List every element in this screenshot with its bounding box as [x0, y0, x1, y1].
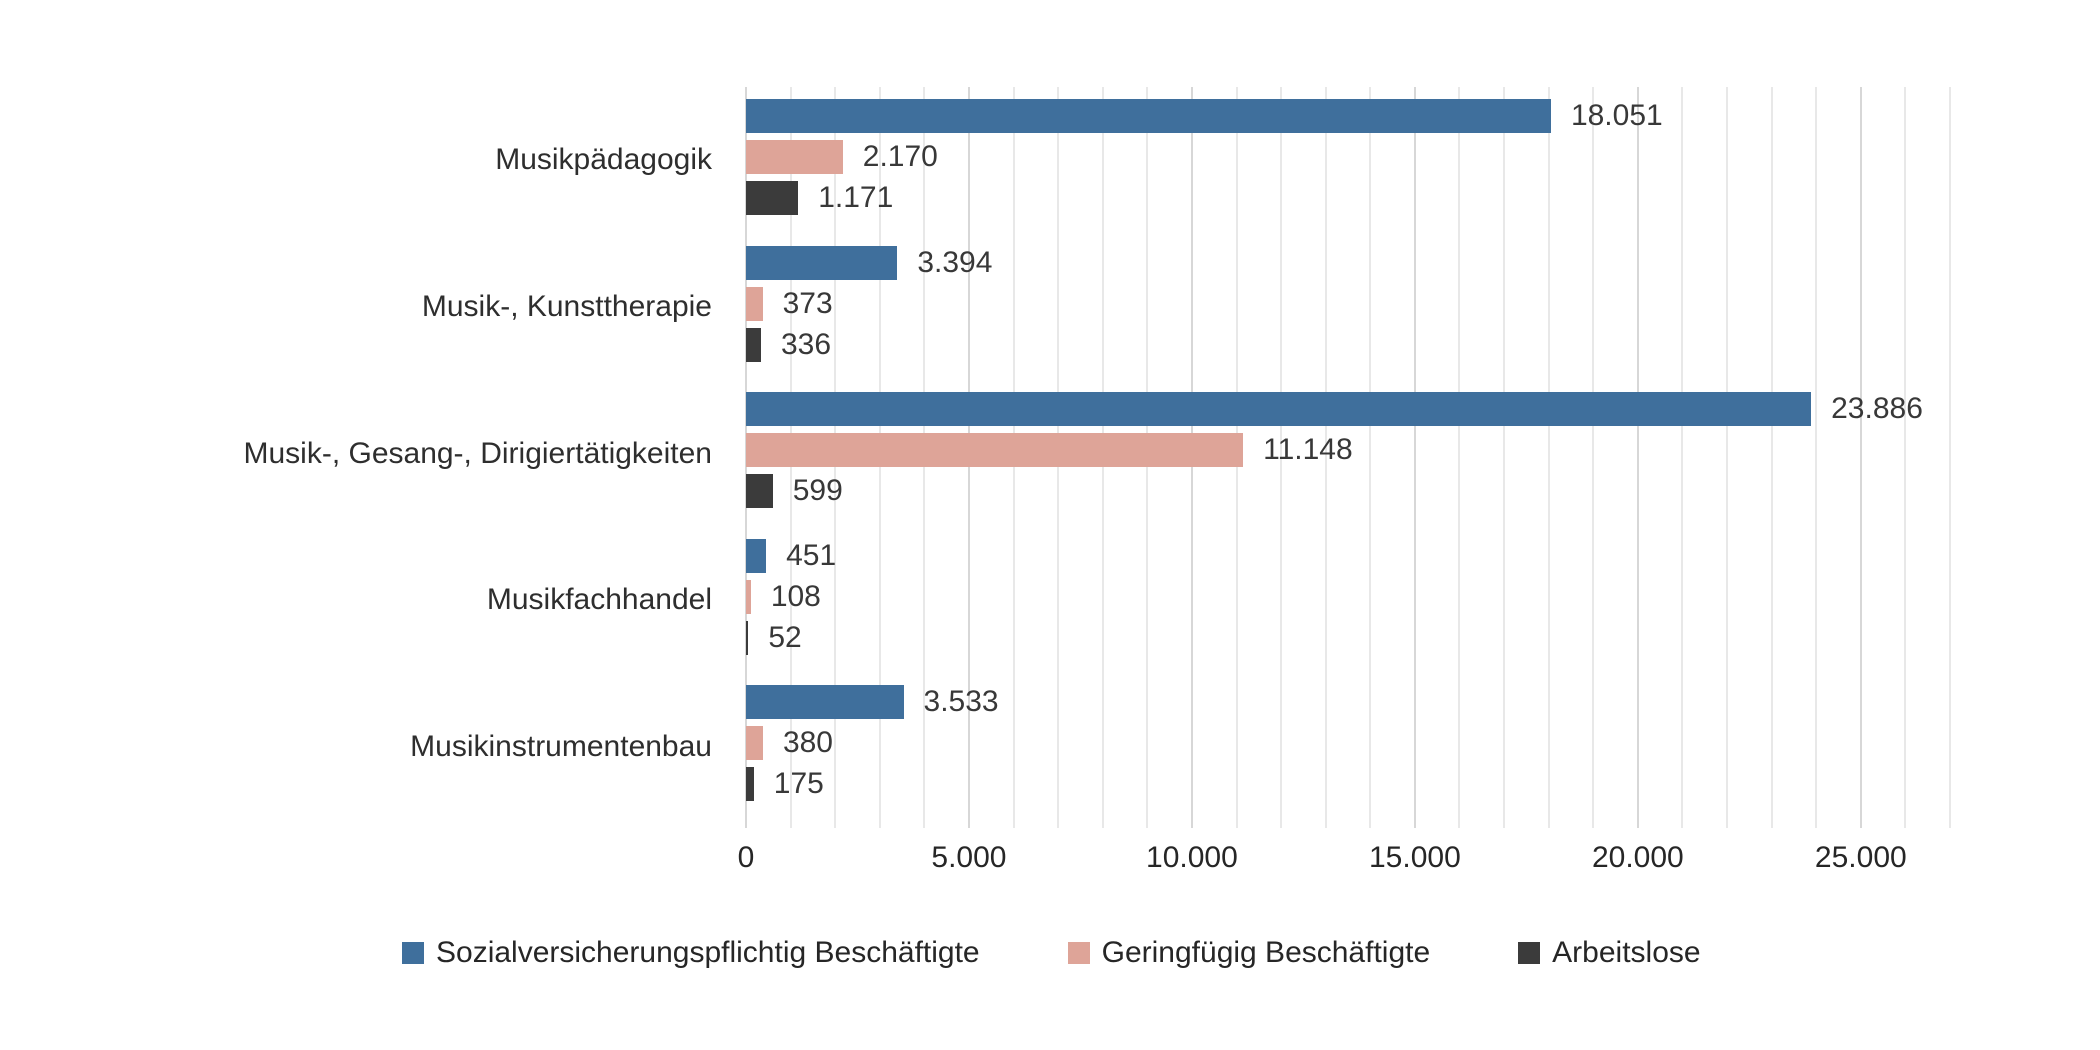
bar-value-label: 599: [792, 474, 843, 508]
legend: [402, 936, 1701, 970]
bar-value-label: 1.171: [818, 181, 894, 214]
bar-value-label: 451: [786, 538, 837, 572]
bar: [746, 99, 1551, 133]
legend-item: [1518, 936, 1700, 970]
bar: [746, 181, 798, 215]
x-axis-tick-label: 20.000: [1591, 841, 1684, 874]
legend-label: Sozialversicherungspflichtig Beschäftigte: [436, 936, 980, 969]
bar-value-label: 380: [782, 726, 833, 760]
bar-value-label: 3.394: [917, 245, 993, 279]
bar-value-label: 18.051: [1570, 99, 1663, 132]
bar-group: [746, 527, 1950, 674]
x-axis-tick-label: 0: [737, 841, 755, 874]
legend-label: Arbeitslose: [1552, 936, 1701, 969]
bar: [746, 580, 751, 614]
bar-value-label: 11.148: [1263, 433, 1353, 467]
legend-label: Geringfügig Beschäftigte: [1101, 936, 1431, 969]
legend-swatch-icon: [402, 942, 424, 964]
bar-group: [746, 380, 1950, 527]
bar-value-label: 108: [770, 579, 821, 613]
bar: [746, 140, 843, 174]
bar-group: [746, 87, 1950, 234]
bar: [746, 433, 1243, 467]
category-label: Musik-, Gesang-, Dirigiertätigkeiten: [243, 436, 712, 470]
x-axis-tick-label: 10.000: [1146, 841, 1238, 874]
bar: [746, 392, 1811, 426]
legend-swatch-icon: [1518, 942, 1540, 964]
bar-value-label: 175: [773, 767, 824, 801]
x-axis-tick-label: 5.000: [931, 841, 1007, 874]
bar: [746, 328, 761, 362]
bar-group: [746, 673, 1950, 820]
bar-value-label: 2.170: [862, 140, 938, 173]
x-axis-tick-label: 15.000: [1368, 841, 1461, 874]
bar: [746, 726, 763, 760]
legend-swatch-icon: [1068, 942, 1090, 964]
bar-value-label: 373: [782, 286, 833, 320]
category-label: Musikinstrumentenbau: [410, 729, 712, 763]
x-axis-tick-label: 25.000: [1814, 841, 1907, 874]
bar: [746, 621, 748, 655]
bar: [746, 767, 754, 801]
bar: [746, 685, 904, 719]
bar: [746, 474, 773, 508]
bar-value-label: 23.886: [1831, 392, 1923, 426]
bar-group: [746, 234, 1950, 381]
plot-area: [746, 87, 1950, 820]
bar-value-label: 336: [780, 327, 832, 361]
bar-value-label: 52: [768, 620, 802, 654]
bar-value-label: 3.533: [923, 685, 999, 719]
category-label: Musikpädagogik: [495, 143, 712, 177]
category-label: Musik-, Kunsttherapie: [421, 289, 712, 323]
category-label: Musikfachhandel: [486, 583, 712, 617]
bar: [746, 539, 766, 573]
legend-item: [1068, 936, 1431, 970]
bar: [746, 246, 897, 280]
legend-item: [402, 936, 980, 970]
bar: [746, 287, 763, 321]
